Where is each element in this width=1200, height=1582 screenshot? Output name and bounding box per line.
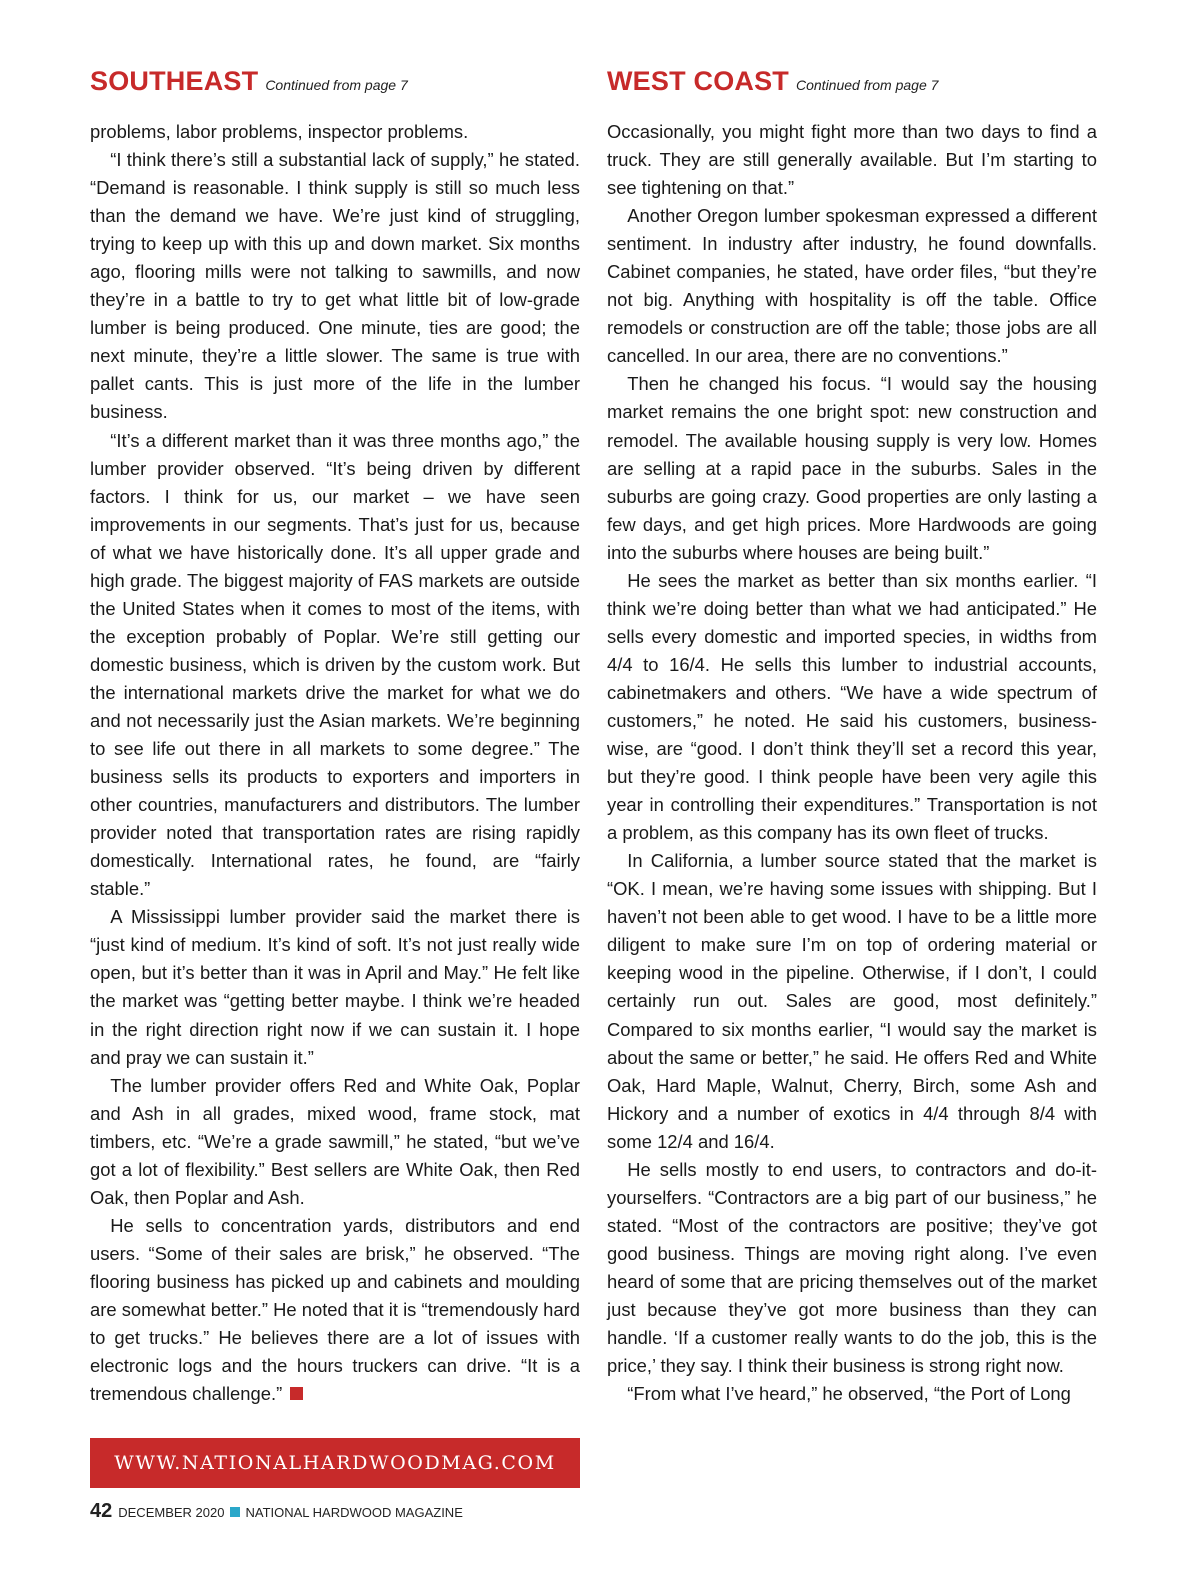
paragraph: “It’s a different market than it was three months ago,” the lumber provider observed. “It’s being driven by different factors. I think for us, our market – we have seen improvements in our segments. That’s just for us, because of what we have historically done. It’s all upper grade and high grade. The biggest majority of FAS markets are outside the United States when it comes to most of the items, with the exception probably of Poplar. We’re still getting our domestic business, which is driven by the custom work. But the international markets drive the market for what we do and not necessarily just the Asian markets. We’re beginning to see life out there in all markets to some degree.” The business sells its products to exporters and importers in other countries, manufacturers and distributors. The lumber provider noted that transportation rates are rising rapidly domestically. International rates, he found, are “fairly stable.”	[90, 429, 580, 900]
page-footer	[90, 1500, 463, 1523]
section-title: WEST COAST	[607, 66, 789, 96]
southeast-column	[90, 62, 580, 1408]
paragraph: He sells mostly to end users, to contractors and do-it-yourselfers. “Contractors are a big part of our business,” he stated. “Most of the contractors are positive; they’ve got good business. Things are moving right along. I’ve even heard of some that are pricing themselves out of the market just because they’ve got more business than they can handle. ‘If a customer really wants to do the job, this is the price,’ they say. I think their business is strong right now.	[607, 1158, 1097, 1377]
publication-name: NATIONAL HARDWOOD MAGAZINE	[245, 1505, 463, 1520]
section-header	[90, 62, 580, 118]
section-header	[607, 62, 1097, 118]
end-of-story-square-icon	[290, 1387, 303, 1400]
paragraph: “From what I’ve heard,” he observed, “the Port of Long	[627, 1383, 1071, 1405]
paragraph: Another Oregon lumber spokesman expressed a different sentiment. In industry after industry, he found downfalls. Cabinet companies, he stated, have order files, “but they’re not big. Anything with hospitality is off the table. Office remodels or construction are off the table; those jobs are all cancelled. In our area, there are no conventions.”	[607, 205, 1097, 367]
paragraph: The lumber provider offers Red and White Oak, Poplar and Ash in all grades, mixed wood, frame stock, mat timbers, etc. “We’re a grade sawmill,” he stated, “but we’ve got a lot of flexibility.” Best sellers are White Oak, then Red Oak, then Poplar and Ash.	[90, 1074, 580, 1208]
paragraph: “I think there’s still a substantial lack of supply,” he stated. “Demand is reasonable. I think supply is still so much less than the demand we have. We’re just kind of struggling, trying to keep up with this up and down market. Six months ago, flooring mills were not talking to sawmills, and now they’re in a battle to try to get what little bit of low-grade lumber is being produced. One minute, ties are good; the next minute, they’re a little slower. The same is true with pallet cants. This is just more of the life in the lumber business.	[90, 149, 580, 423]
west-coast-column	[607, 62, 1097, 1408]
paragraph: problems, labor problems, inspector problems.	[90, 121, 469, 142]
page-number: 42	[90, 1500, 113, 1522]
continued-note: Continued from page 7	[796, 77, 939, 93]
section-title: SOUTHEAST	[90, 66, 259, 96]
continued-note: Continued from page 7	[265, 77, 408, 93]
paragraph: He sees the market as better than six months earlier. “I think we’re doing better than what we had anticipated.” He sells every domestic and imported species, in widths from 4/4 to 16/4. He sells this lumber to industrial accounts, cabinetmakers and others. “We have a wide spectrum of customers,” he noted. He said his customers, business-wise, are “good. I don’t think they’ll set a record this year, but they’re good. I think people have been very agile this year in controlling their expenditures.” Transportation is not a problem, as this company has its own fleet of trucks.	[607, 569, 1097, 844]
paragraph: Occasionally, you might fight more than two days to find a truck. They are still generally available. But I’m starting to see tightening on that.”	[607, 121, 1097, 199]
paragraph: In California, a lumber source stated that the market is “OK. I mean, we’re having some issues with shipping. But I haven’t not been able to get wood. I have to be a little more diligent to make sure I’m on top of ordering material or keeping wood in the pipeline. Otherwise, if I don’t, I could certainly run out. Sales are good, most definitely.” Compared to six months earlier, “I would say the market is about the same or better,” he said. He offers Red and White Oak, Hard Maple, Walnut, Cherry, Birch, some Ash and Hickory and a number of exotics in 4/4 through 8/4 with some 12/4 and 16/4.	[607, 850, 1097, 1152]
paragraph: Then he changed his focus. “I would say the housing market remains the one bright spot: new construction and remodel. The available housing supply is very low. Homes are selling at a rapid pace in the suburbs. Sales in the suburbs are going crazy. Good properties are only lasting a few days, and get high prices. More Hardwoods are going into the suburbs where houses are being built.”	[607, 373, 1097, 563]
website-url[interactable]: WWW.NATIONALHARDWOODMAG.COM	[114, 1452, 556, 1474]
paragraph-text: He sells to concentration yards, distributors and end users. “Some of their sales are brisk,” he observed. “The flooring business has picked up and cabinets and moulding are somewhat better.” He noted that it is “tremendously hard to get trucks.” He believes there are a lot of issues with electronic logs and the hours truckers can drive. “It is a tremendous challenge.”	[90, 1214, 580, 1405]
paragraph: A Mississippi lumber provider said the market there is “just kind of medium. It’s kind of soft. It’s not just really wide open, but it’s better than it was in April and May.” He felt like the market was “getting better maybe. I think we’re headed in the right direction right now if we can sustain it. I hope and pray we can sustain it.”	[90, 906, 580, 1068]
website-banner[interactable]	[90, 1438, 580, 1488]
article-body	[90, 118, 580, 1408]
separator-square-icon	[230, 1507, 240, 1517]
issue-date: DECEMBER 2020	[118, 1505, 225, 1520]
paragraph-last	[90, 1212, 580, 1408]
article-body	[607, 118, 1097, 1408]
